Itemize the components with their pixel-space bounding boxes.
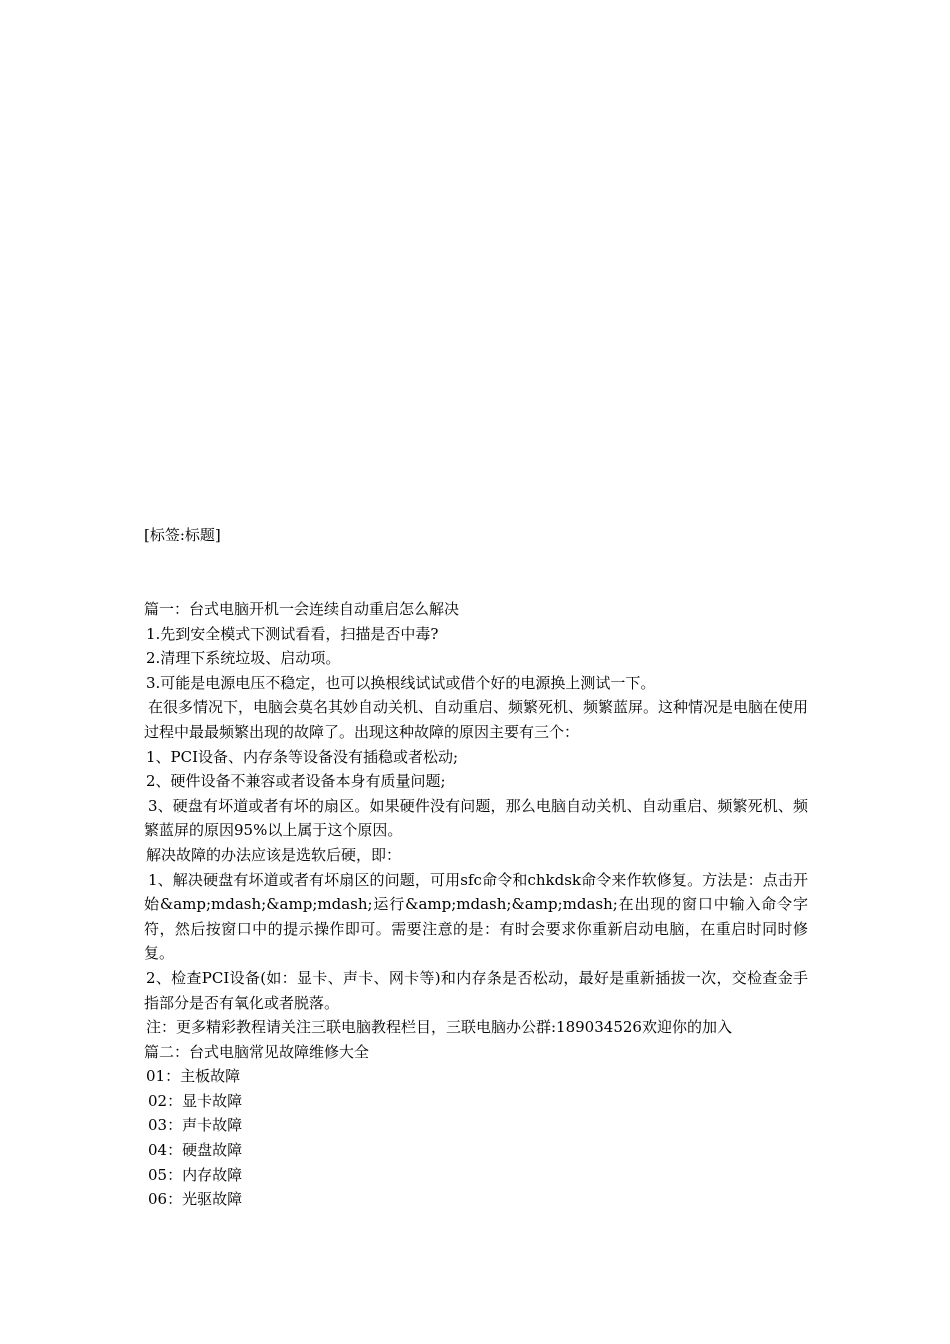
section-title-2: 篇二：台式电脑常见故障维修大全 xyxy=(144,1042,370,1061)
solution-2: 2、检查PCI设备(如：显卡、声卡、网卡等)和内存条是否松动，最好是重新插拔一次，交检查金手指部分是否有氧化或者脱落。 xyxy=(144,968,808,1012)
intro-paragraph: 在很多情况下，电脑会莫名其妙自动关机、自动重启、频繁死机、频繁蓝屏。这种情况是电脑在使用过程中最最频繁出现的故障了。出现这种故障的原因主要有三个： xyxy=(144,698,809,741)
solution-1: 1、解决硬盘有坏道或者有坏扇区的问题，可用sfc命令和chkdsk命令来作软修复。方法是：点击开始&amp;mdash;&amp;mdash;运行&amp;mdash;&amp;mdash;在出现的窗口中输入命令字符，然后按窗口中的提示操作即可。需要注意的是：有时会要求你重新启动电脑，在重启时同时修复。 xyxy=(144,870,808,963)
tag-label: [标签:标题] xyxy=(144,526,221,544)
fault-item-03: 03：声卡故障 xyxy=(148,1116,243,1135)
fault-item-01: 01：主板故障 xyxy=(146,1067,241,1086)
cause-3: 3、硬盘有坏道或者有坏的扇区。如果硬件没有问题，那么电脑自动关机、自动重启、频繁死机、频繁蓝屏的原因95%以上属于这个原因。 xyxy=(144,796,808,840)
step-1: 1.先到安全模式下测试看看，扫描是否中毒? xyxy=(146,624,439,643)
fault-item-02: 02：显卡故障 xyxy=(148,1091,243,1110)
fault-item-06: 06：光驱故障 xyxy=(148,1190,243,1209)
note: 注：更多精彩教程请关注三联电脑教程栏目，三联电脑办公群:189034526欢迎你的加入 xyxy=(146,1018,732,1037)
step-2: 2.清理下系统垃圾、启动项。 xyxy=(146,649,341,668)
article-body xyxy=(144,597,808,1212)
cause-1: 1、PCI设备、内存条等设备没有插稳或者松动; xyxy=(146,747,459,766)
section-title-1: 篇一：台式电脑开机一会连续自动重启怎么解决 xyxy=(144,600,460,618)
solution-heading: 解决故障的办法应该是选软后硬，即： xyxy=(146,845,402,864)
cause-2: 2、硬件设备不兼容或者设备本身有质量问题; xyxy=(146,772,446,791)
step-3: 3.可能是电源电压不稳定，也可以换根线试试或借个好的电源换上测试一下。 xyxy=(146,673,656,692)
fault-item-05: 05：内存故障 xyxy=(148,1165,243,1184)
fault-item-04: 04：硬盘故障 xyxy=(148,1141,243,1160)
